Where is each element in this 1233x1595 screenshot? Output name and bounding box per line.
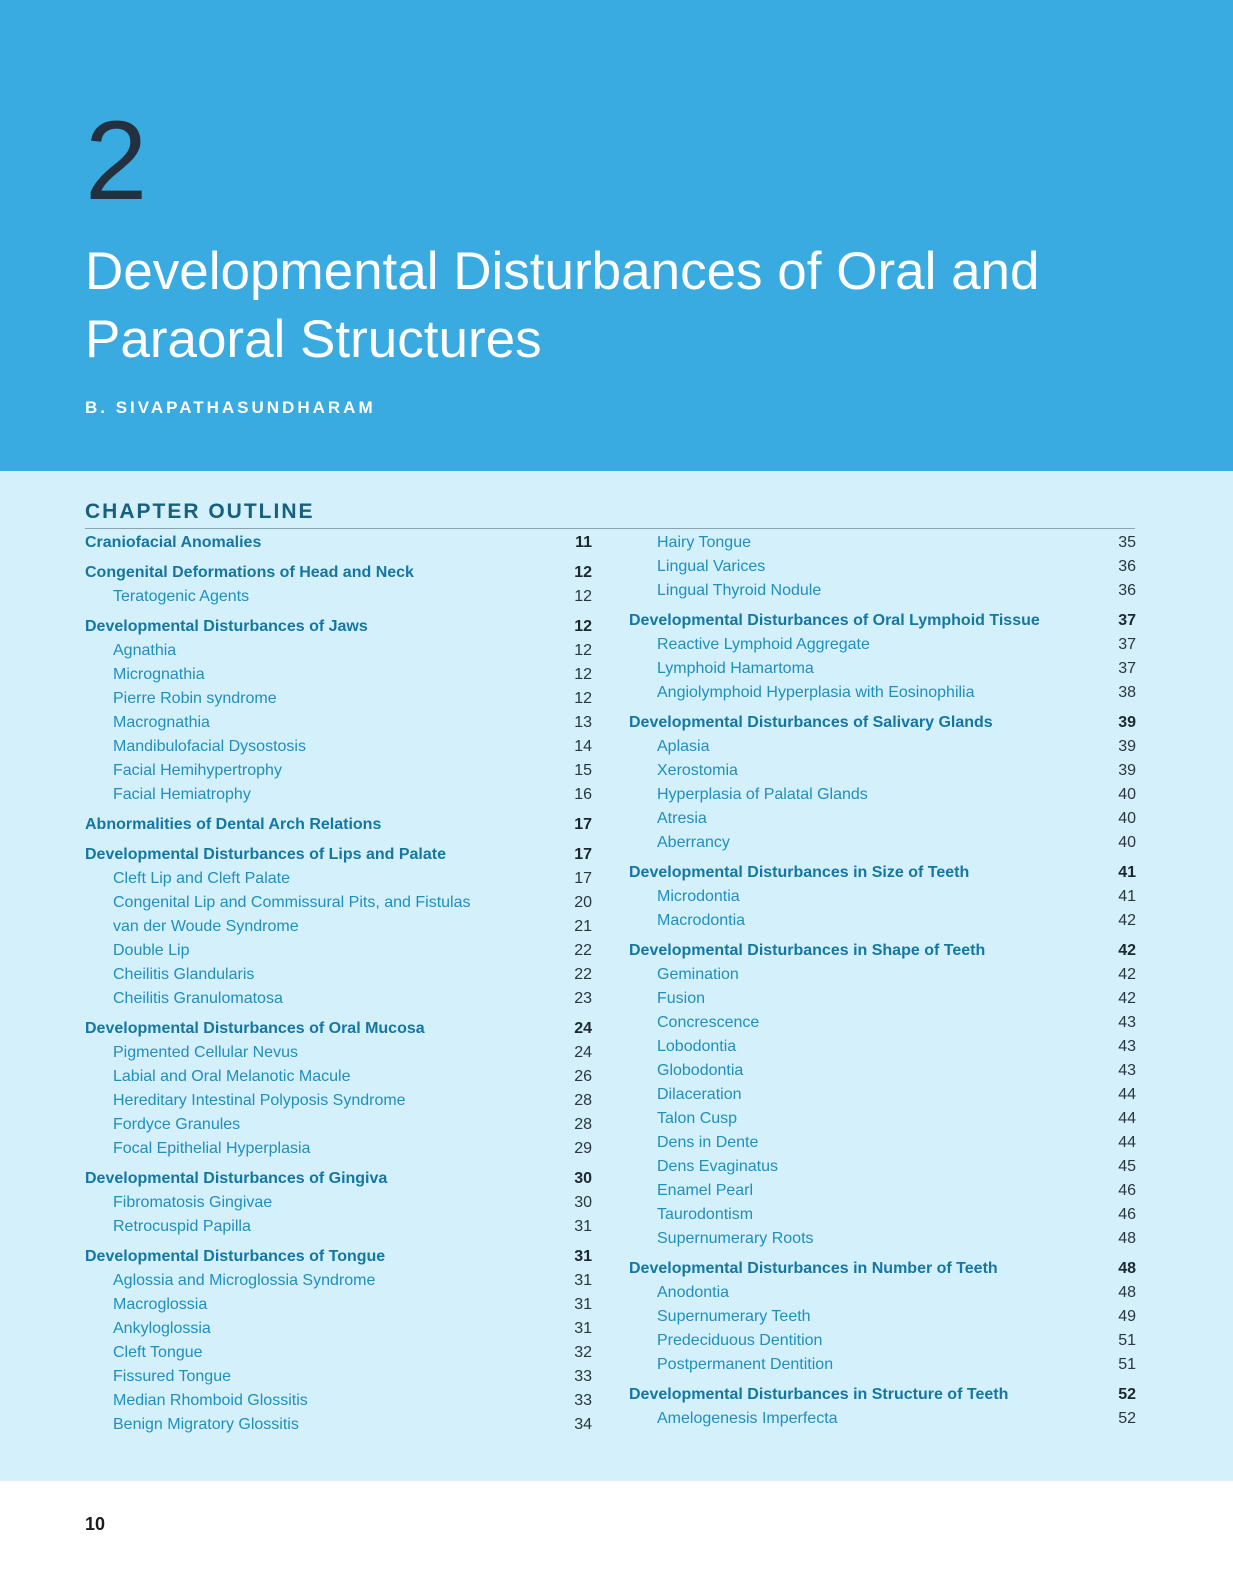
outline-entry[interactable] (629, 633, 1136, 657)
entry-label: Globodontia (657, 1062, 744, 1079)
outline-entry[interactable] (85, 1215, 592, 1239)
entry-label: Amelogenesis Imperfecta (657, 1410, 838, 1427)
entry-page: 45 (1118, 1158, 1136, 1175)
outline-entry[interactable] (85, 585, 592, 609)
outline-entry[interactable] (629, 531, 1136, 555)
outline-entry[interactable] (629, 1329, 1136, 1353)
entry-label: Concrescence (657, 1014, 760, 1031)
outline-entry[interactable] (629, 807, 1136, 831)
entry-label: Median Rhomboid Glossitis (113, 1392, 308, 1409)
entry-page: 52 (1118, 1386, 1136, 1403)
entry-label: Developmental Disturbances in Number of Teeth (629, 1260, 998, 1277)
outline-entry[interactable] (629, 1407, 1136, 1431)
outline-entry[interactable] (85, 639, 592, 663)
entry-label: Fordyce Granules (113, 1116, 241, 1133)
entry-label: Reactive Lymphoid Aggregate (657, 636, 870, 653)
entry-label: Talon Cusp (657, 1110, 738, 1127)
entry-page: 20 (574, 894, 592, 911)
entry-page: 43 (1118, 1038, 1136, 1055)
entry-label: Aberrancy (657, 834, 730, 851)
entry-label: Retrocuspid Papilla (113, 1218, 251, 1235)
entry-page: 28 (574, 1092, 592, 1109)
outline-entry[interactable] (85, 1191, 592, 1215)
entry-label: Developmental Disturbances of Oral Mucosa (85, 1020, 425, 1037)
outline-entry[interactable] (85, 891, 592, 915)
entry-page: 49 (1118, 1308, 1136, 1325)
entry-label: Craniofacial Anomalies (85, 534, 262, 551)
entry-label: Abnormalities of Dental Arch Relations (85, 816, 382, 833)
outline-section[interactable] (629, 1383, 1136, 1407)
outline-section[interactable] (629, 711, 1136, 735)
entry-page: 24 (574, 1044, 592, 1061)
outline-entry[interactable] (629, 1011, 1136, 1035)
entry-label: Lymphoid Hamartoma (657, 660, 814, 677)
entry-label: Cleft Lip and Cleft Palate (113, 870, 290, 887)
entry-page: 31 (574, 1248, 592, 1265)
entry-page: 44 (1118, 1086, 1136, 1103)
entry-page: 40 (1118, 810, 1136, 827)
entry-page: 11 (575, 534, 592, 551)
entry-page: 15 (574, 762, 592, 779)
outline-entry[interactable] (85, 1113, 592, 1137)
entry-label: Developmental Disturbances of Oral Lymphoid Tissue (629, 612, 1040, 629)
entry-page: 42 (1118, 912, 1136, 929)
entry-page: 36 (1118, 558, 1136, 575)
entry-label: Enamel Pearl (657, 1182, 754, 1199)
entry-label: Cleft Tongue (113, 1344, 203, 1361)
outline-entry[interactable] (629, 1083, 1136, 1107)
entry-label: Ankyloglossia (113, 1320, 211, 1337)
entry-label: Developmental Disturbances in Structure of Teeth (629, 1386, 1009, 1403)
outline-entry[interactable] (629, 783, 1136, 807)
entry-label: Benign Migratory Glossitis (113, 1416, 299, 1433)
outline-section[interactable] (85, 1017, 592, 1041)
entry-page: 51 (1118, 1332, 1136, 1349)
entry-page: 29 (574, 1140, 592, 1157)
entry-label: Taurodontism (657, 1206, 754, 1223)
entry-page: 28 (574, 1116, 592, 1133)
entry-page: 38 (1118, 684, 1136, 701)
outline-entry[interactable] (629, 987, 1136, 1011)
entry-label: Facial Hemihypertrophy (113, 762, 282, 779)
chapter-number: 2 (85, 98, 146, 223)
chapter-title: Developmental Disturbances of Oral and Paraoral Structures (85, 242, 1040, 369)
outline-entry[interactable] (629, 1353, 1136, 1377)
outline-entry[interactable] (629, 1227, 1136, 1251)
outline-entry[interactable] (85, 867, 592, 891)
outline-entry[interactable] (85, 963, 592, 987)
entry-page: 26 (574, 1068, 592, 1085)
entry-label: Facial Hemiatrophy (113, 786, 251, 803)
entry-label: Fusion (657, 990, 706, 1007)
entry-page: 17 (574, 870, 592, 887)
entry-label: Angiolymphoid Hyperplasia with Eosinophilia (657, 684, 975, 701)
entry-label: Developmental Disturbances in Shape of Teeth (629, 942, 986, 959)
outline-entry[interactable] (629, 1281, 1136, 1305)
entry-label: Gemination (657, 966, 739, 983)
entry-page: 33 (574, 1392, 592, 1409)
entry-label: Macrognathia (113, 714, 210, 731)
entry-label: Dilaceration (657, 1086, 742, 1103)
entry-label: Anodontia (657, 1284, 730, 1301)
outline-section[interactable] (629, 609, 1136, 633)
outline-entry[interactable] (629, 1203, 1136, 1227)
outline-entry[interactable] (629, 909, 1136, 933)
outline-section[interactable] (85, 615, 592, 639)
entry-label: Cheilitis Granulomatosa (113, 990, 283, 1007)
outline-entry[interactable] (629, 1107, 1136, 1131)
entry-label: Postpermanent Dentition (657, 1356, 834, 1373)
chapter-header (0, 0, 1233, 471)
outline-entry[interactable] (629, 555, 1136, 579)
entry-page: 12 (574, 642, 592, 659)
entry-page: 22 (574, 942, 592, 959)
outline-entry[interactable] (85, 915, 592, 939)
entry-page: 33 (574, 1368, 592, 1385)
entry-page: 51 (1118, 1356, 1136, 1373)
outline-section[interactable] (85, 813, 592, 837)
outline-entry[interactable] (629, 1305, 1136, 1329)
entry-page: 46 (1118, 1206, 1136, 1223)
entry-page: 39 (1118, 714, 1136, 731)
entry-page: 23 (574, 990, 592, 1007)
outline-entry[interactable] (85, 1317, 592, 1341)
outline-entry[interactable] (85, 1413, 592, 1437)
entry-label: Xerostomia (657, 762, 738, 779)
entry-label: Hyperplasia of Palatal Glands (657, 786, 868, 803)
entry-page: 32 (574, 1344, 592, 1361)
outline-section[interactable] (85, 1245, 592, 1269)
entry-label: Aplasia (657, 738, 710, 755)
chapter-author: B. SIVAPATHASUNDHARAM (85, 398, 376, 417)
entry-page: 44 (1118, 1110, 1136, 1127)
entry-page: 12 (574, 690, 592, 707)
entry-page: 37 (1118, 660, 1136, 677)
entry-page: 17 (574, 846, 592, 863)
entry-page: 42 (1118, 942, 1136, 959)
entry-label: Developmental Disturbances of Gingiva (85, 1170, 388, 1187)
outline-section[interactable] (629, 861, 1136, 885)
entry-page: 36 (1118, 582, 1136, 599)
entry-label: Double Lip (113, 942, 190, 959)
entry-page: 31 (574, 1296, 592, 1313)
entry-label: Cheilitis Glandularis (113, 966, 255, 983)
entry-page: 42 (1118, 990, 1136, 1007)
entry-label: Fissured Tongue (113, 1368, 231, 1385)
entry-label: Teratogenic Agents (113, 588, 250, 605)
outline-section[interactable] (629, 1257, 1136, 1281)
outline-heading: CHAPTER OUTLINE (85, 500, 315, 523)
entry-page: 31 (574, 1218, 592, 1235)
entry-label: Congenital Lip and Commissural Pits, and Fistulas (113, 894, 471, 911)
outline-entry[interactable] (85, 1389, 592, 1413)
outline-entry[interactable] (85, 1065, 592, 1089)
outline-entry[interactable] (85, 1365, 592, 1389)
entry-label: Developmental Disturbances of Jaws (85, 618, 368, 635)
entry-page: 12 (574, 618, 592, 635)
entry-label: Atresia (657, 810, 707, 827)
entry-page: 34 (574, 1416, 592, 1433)
entry-page: 46 (1118, 1182, 1136, 1199)
page-number: 10 (85, 1514, 106, 1534)
outline-entry[interactable] (629, 963, 1136, 987)
outline-entry[interactable] (85, 1269, 592, 1293)
entry-page: 41 (1118, 888, 1136, 905)
entry-page: 16 (574, 786, 592, 803)
entry-page: 48 (1118, 1230, 1136, 1247)
entry-page: 43 (1118, 1062, 1136, 1079)
entry-label: Supernumerary Roots (657, 1230, 814, 1247)
entry-page: 13 (574, 714, 592, 731)
outline-entry[interactable] (85, 735, 592, 759)
entry-page: 31 (574, 1272, 592, 1289)
entry-label: Hairy Tongue (657, 534, 751, 551)
entry-page: 42 (1118, 966, 1136, 983)
entry-page: 12 (574, 564, 592, 581)
entry-page: 12 (574, 666, 592, 683)
entry-label: Congenital Deformations of Head and Neck (85, 564, 414, 581)
entry-label: Supernumerary Teeth (657, 1308, 811, 1325)
outline-entry[interactable] (85, 687, 592, 711)
entry-label: Macrodontia (657, 912, 746, 929)
outline-entry[interactable] (85, 939, 592, 963)
entry-page: 24 (574, 1020, 592, 1037)
entry-label: Microdontia (657, 888, 740, 905)
entry-page: 39 (1118, 738, 1136, 755)
entry-page: 48 (1118, 1284, 1136, 1301)
entry-label: Developmental Disturbances of Lips and Palate (85, 846, 446, 863)
entry-page: 40 (1118, 834, 1136, 851)
entry-page: 37 (1118, 612, 1136, 629)
entry-page: 37 (1118, 636, 1136, 653)
outline-column-left (85, 531, 592, 1437)
outline-entry[interactable] (85, 783, 592, 807)
entry-label: Predeciduous Dentition (657, 1332, 823, 1349)
outline-entry[interactable] (629, 885, 1136, 909)
outline-entry[interactable] (629, 1059, 1136, 1083)
outline-divider (85, 528, 1135, 529)
entry-label: Aglossia and Microglossia Syndrome (113, 1272, 376, 1289)
outline-entry[interactable] (629, 831, 1136, 855)
entry-page: 17 (574, 816, 592, 833)
entry-page: 43 (1118, 1014, 1136, 1031)
entry-page: 21 (574, 918, 592, 935)
outline-entry[interactable] (85, 987, 592, 1011)
outline-entry[interactable] (85, 1341, 592, 1365)
entry-page: 12 (574, 588, 592, 605)
entry-label: Focal Epithelial Hyperplasia (113, 1140, 311, 1157)
outline-entry[interactable] (629, 1155, 1136, 1179)
entry-page: 52 (1118, 1410, 1136, 1427)
outline-section[interactable] (85, 843, 592, 867)
outline-entry[interactable] (85, 663, 592, 687)
entry-label: Pierre Robin syndrome (113, 690, 277, 707)
entry-label: Labial and Oral Melanotic Macule (113, 1068, 351, 1085)
entry-label: Fibromatosis Gingivae (113, 1194, 273, 1211)
entry-label: Lobodontia (657, 1038, 737, 1055)
chapter-outline (0, 471, 1233, 1481)
entry-label: Mandibulofacial Dysostosis (113, 738, 306, 755)
outline-entry[interactable] (629, 1035, 1136, 1059)
entry-label: Dens Evaginatus (657, 1158, 778, 1175)
entry-page: 30 (574, 1194, 592, 1211)
entry-page: 35 (1118, 534, 1136, 551)
entry-label: Developmental Disturbances of Salivary Glands (629, 714, 993, 731)
entry-page: 44 (1118, 1134, 1136, 1151)
outline-entry[interactable] (85, 759, 592, 783)
entry-page: 48 (1118, 1260, 1136, 1277)
entry-page: 31 (574, 1320, 592, 1337)
entry-label: Dens in Dente (657, 1134, 759, 1151)
entry-label: Developmental Disturbances of Tongue (85, 1248, 386, 1265)
outline-column-right (629, 531, 1136, 1431)
entry-page: 30 (574, 1170, 592, 1187)
outline-section[interactable] (85, 1167, 592, 1191)
outline-entry[interactable] (85, 1137, 592, 1161)
entry-label: van der Woude Syndrome (113, 918, 299, 935)
entry-page: 22 (574, 966, 592, 983)
outline-entry[interactable] (629, 1131, 1136, 1155)
entry-label: Lingual Varices (657, 558, 766, 575)
entry-label: Developmental Disturbances in Size of Teeth (629, 864, 970, 881)
outline-entry[interactable] (629, 759, 1136, 783)
entry-label: Lingual Thyroid Nodule (657, 582, 822, 599)
entry-page: 39 (1118, 762, 1136, 779)
entry-label: Agnathia (113, 642, 177, 659)
entry-label: Pigmented Cellular Nevus (113, 1044, 298, 1061)
outline-section[interactable] (85, 531, 592, 555)
outline-section[interactable] (629, 939, 1136, 963)
entry-page: 40 (1118, 786, 1136, 803)
outline-entry[interactable] (85, 1041, 592, 1065)
outline-entry[interactable] (85, 1089, 592, 1113)
outline-section[interactable] (85, 561, 592, 585)
outline-entry[interactable] (629, 579, 1136, 603)
entry-page: 41 (1118, 864, 1136, 881)
entry-label: Hereditary Intestinal Polyposis Syndrome (113, 1092, 406, 1109)
outline-entry[interactable] (85, 1293, 592, 1317)
entry-label: Micrognathia (113, 666, 205, 683)
entry-page: 14 (574, 738, 592, 755)
outline-entry[interactable] (85, 711, 592, 735)
outline-entry[interactable] (629, 681, 1136, 705)
outline-entry[interactable] (629, 1179, 1136, 1203)
entry-label: Macroglossia (113, 1296, 208, 1313)
outline-entry[interactable] (629, 657, 1136, 681)
outline-entry[interactable] (629, 735, 1136, 759)
